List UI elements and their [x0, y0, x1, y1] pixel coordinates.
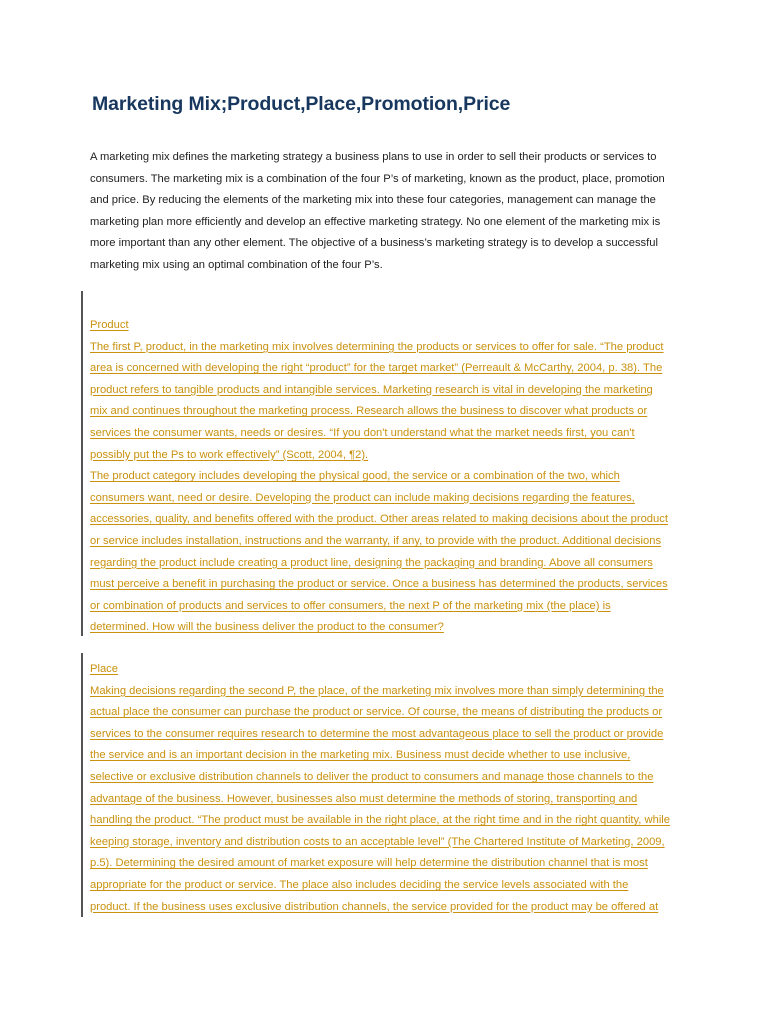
product-line: The product category includes developing the physical good, the service or a combination of the two, which [90, 470, 620, 483]
place-line: advantage of the business. However, businesses also must determine the methods of storing, transporting and [90, 792, 638, 805]
product-line: The first P, product, in the marketing mix involves determining the products or services to offer for sale. “The product [90, 340, 664, 353]
product-section [90, 315, 700, 639]
intro-line: consumers. The marketing mix is a combination of the four P’s of marketing, known as the product, place, promotion [90, 172, 665, 185]
product-line: product refers to tangible products and intangible services. Marketing research is vital in developing the marketing [90, 383, 653, 396]
document-title: Marketing Mix;Product,Place,Promotion,Price [92, 93, 511, 115]
product-line: determined. How will the business deliver the product to the consumer? [90, 621, 444, 634]
place-heading: Place [90, 663, 118, 675]
place-section [90, 659, 700, 918]
place-line: selective or exclusive distribution channels to deliver the product to consumers and manage those channels to the [90, 770, 654, 783]
change-bar-place [81, 653, 83, 917]
product-line: must perceive a benefit in purchasing the product or service. Once a business has determined the products, services [90, 578, 668, 591]
product-line: possibly put the Ps to work effectively” (Scott, 2004, ¶2). [90, 448, 369, 461]
place-line: keeping storage, inventory and distribution costs to an acceptable level” (The Chartered Institute of Marketing, 2009, [90, 835, 665, 848]
product-line: accessories, quality, and benefits offered with the product. Other areas related to making decisions about the product [90, 513, 668, 526]
intro-line: and price. By reducing the elements of the marketing mix into these four categories, management can manage the [90, 194, 656, 207]
product-line: consumers want, need or desire. Developing the product can include making decisions regarding the features, [90, 491, 635, 504]
place-line: handling the product. “The product must be available in the right place, at the right time and in the right quantity, while [90, 814, 671, 827]
place-line: p.5). Determining the desired amount of market exposure will help determine the distribution channel that is most [90, 857, 648, 870]
intro-line: marketing plan more efficiently and develop an effective marketing strategy. No one element of the marketing mix is [90, 215, 661, 228]
product-line: mix and continues throughout the marketing process. Research allows the business to discover what products or [90, 405, 648, 418]
product-line: regarding the product include creating a product line, designing the packaging and branding. Above all consumers [90, 556, 653, 569]
place-line: Making decisions regarding the second P, the place, of the marketing mix involves more than simply determining the [90, 684, 664, 697]
product-line: services the consumer wants, needs or desires. “If you don't understand what the market needs first, you can't [90, 426, 635, 439]
intro-line: more important than any other element. The objective of a business’s marketing strategy is to develop a successful [90, 237, 658, 250]
intro-line: A marketing mix defines the marketing strategy a business plans to use in order to sell their products or services to [90, 151, 657, 163]
intro-paragraph [90, 147, 700, 277]
intro-line: marketing mix using an optimal combination of the four P’s. [90, 258, 383, 271]
place-line: the service and is an important decision in the marketing mix. Business must decide whether to use inclusive, [90, 749, 631, 762]
place-line: product. If the business uses exclusive distribution channels, the service provided for the product may be offered at [90, 900, 659, 913]
product-line: or combination of products and services to offer consumers, the next P of the marketing mix (the place) is [90, 599, 611, 612]
place-line: actual place the consumer can purchase the product or service. Of course, the means of distributing the products or [90, 706, 663, 719]
place-line: services to the consumer requires research to determine the most advantageous place to sell the product or provide [90, 727, 664, 740]
product-line: area is concerned with developing the right “product” for the target market” (Perreault & McCarthy, 2004, p. 38). The [90, 362, 663, 375]
place-line: appropriate for the product or service. The place also includes deciding the service levels associated with the [90, 878, 629, 891]
change-bar-product [81, 291, 83, 636]
product-heading: Product [90, 319, 129, 331]
product-line: or service includes installation, instructions and the warranty, if any, to provide with the product. Additional decisions [90, 534, 662, 547]
